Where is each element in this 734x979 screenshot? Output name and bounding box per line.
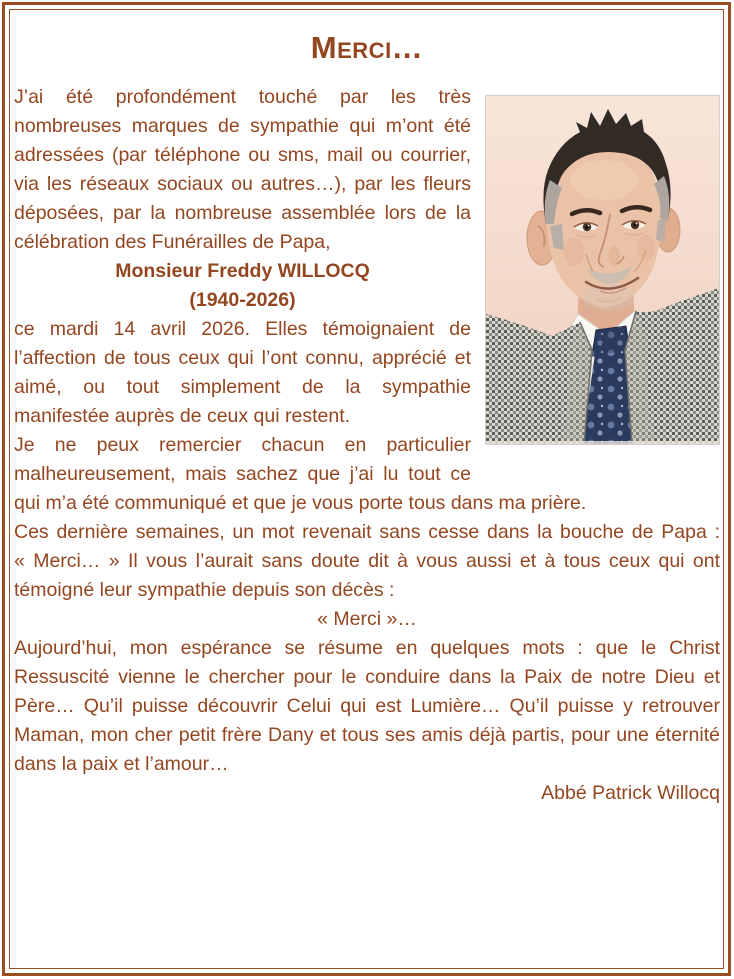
paragraph-personal-thanks: Je ne peux remercier chacun en particulier malheureusement, mais sachez que j’ai lu tout ce qui m’a été communiqué et que je vous porte tous dans ma prière. xyxy=(14,434,587,514)
merci-centered-line: « Merci »… xyxy=(317,608,417,630)
portrait-photo xyxy=(485,95,720,445)
page-content xyxy=(14,28,720,808)
signature-line: Abbé Patrick Willocq xyxy=(541,782,720,804)
paragraph-gratitude: J’ai été profondément touché par les très nombreuses marques de sympathie qui m’ont été adressées (par téléphone ou sms, mail ou courrier, via les réseaux sociaux ou autres…), par les fleurs déposées, par la nombreuse assemblée lors de la célébration des Funérailles de Papa, xyxy=(14,86,471,253)
deceased-name-line: Monsieur Freddy WILLOCQ xyxy=(115,260,370,282)
paragraph-funeral-date: ce mardi 14 avril 2026. Elles témoignaient de l’affection de tous ceux qui l’ont connu, apprécié et aimé, ou tout simplement de la sympathie manifestée auprès de ceux qui restent. xyxy=(14,318,471,427)
paragraph-hope: Aujourd’hui, mon espérance se résume en quelques mots : que le Christ Ressuscité vienne le chercher pour le conduire dans la Paix de notre Dieu et Père… Qu’il puisse découvrir Celui qui est Lumière… Qu’il puisse y retrouver Maman, mon cher petit frère Dany et tous ses amis déjà partis, pour une éternité dans la paix et l’amour… xyxy=(14,637,720,775)
page-title: Merci… xyxy=(310,30,424,65)
paragraph-merci-quote: Ces dernière semaines, un mot revenait sans cesse dans la bouche de Papa : « Merci… » Il vous l’aurait sans doute dit à vous aussi et à tous ceux qui ont témoigné leur sympathie depuis son décès : xyxy=(14,521,720,601)
letter-body xyxy=(14,83,720,808)
deceased-dates-line: (1940-2026) xyxy=(189,289,296,311)
portrait-photo-illustration xyxy=(486,96,719,444)
